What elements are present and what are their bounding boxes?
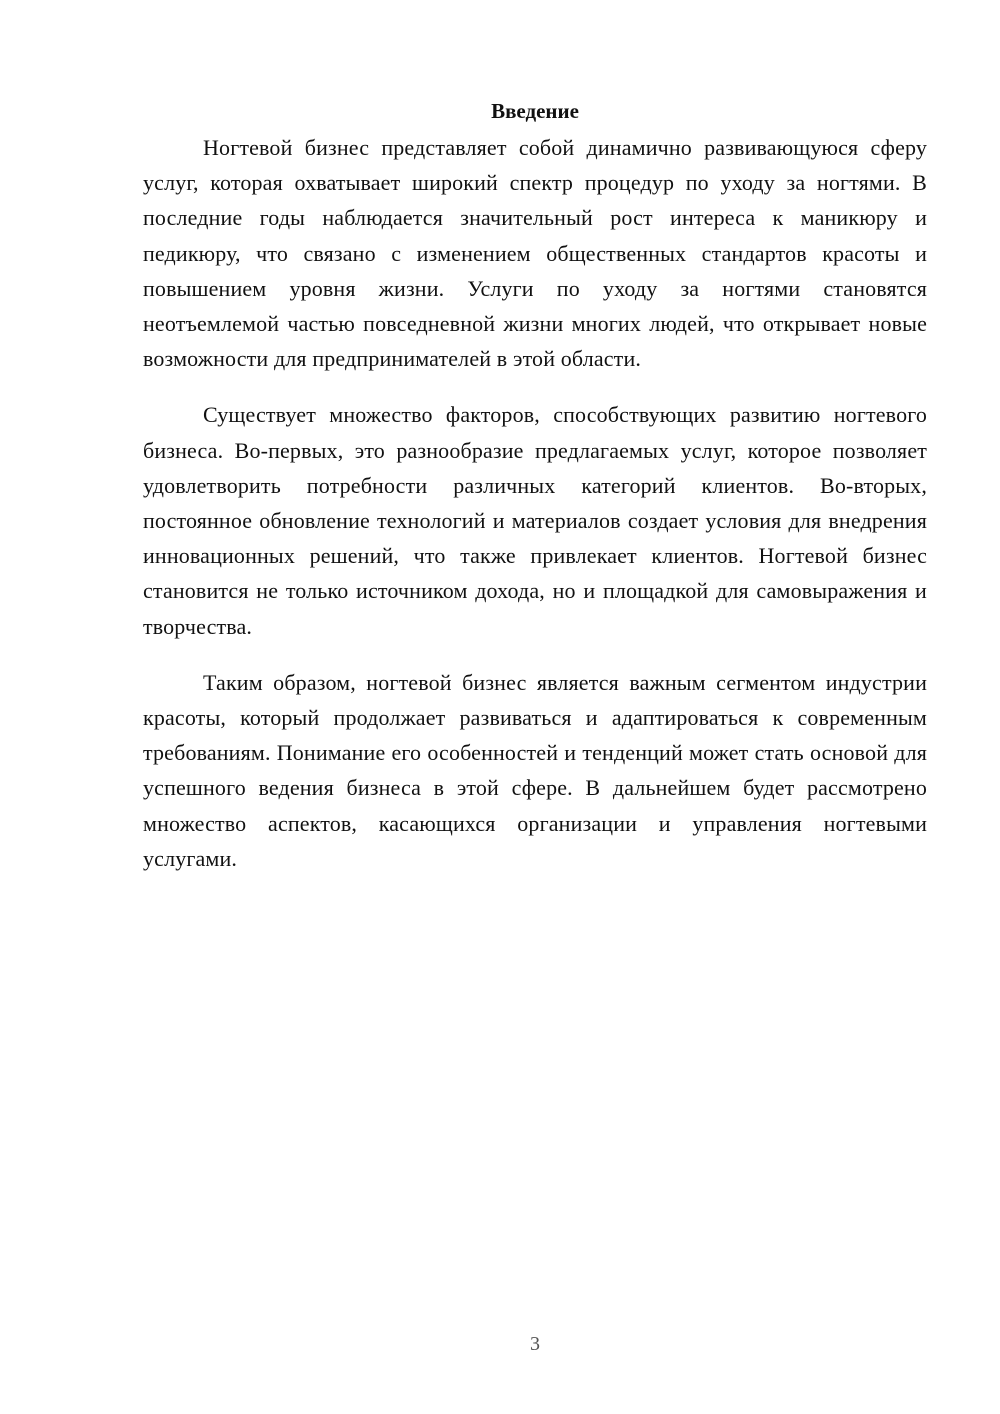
page-content (143, 96, 927, 897)
section-title: Введение (491, 99, 579, 123)
page-number: 3 (530, 1333, 540, 1355)
paragraph-1: Ногтевой бизнес представляет собой динамично развивающуюся сферу услуг, которая охватывает широкий спектр процедур по уходу за ногтями. В последние годы наблюдается значительный рост интереса к маникюру и педикюру, что связано с изменением общественных стандартов красоты и повышением уровня жизни. Услуги по уходу за ногтями становятся неотъемлемой частью повседневной жизни многих людей, что открывает новые возможности для предпринимателей в этой области. (143, 135, 927, 372)
paragraph-3: Таким образом, ногтевой бизнес является важным сегментом индустрии красоты, который продолжает развиваться и адаптироваться к современным требованиям. Понимание его особенностей и тенденций может стать основой для успешного ведения бизнеса в этой сфере. В дальнейшем будет рассмотрено множество аспектов, касающихся организации и управления ногтевыми услугами. (143, 669, 927, 871)
paragraph-2: Существует множество факторов, способствующих развитию ногтевого бизнеса. Во-первых, это разнообразие предлагаемых услуг, которое позволяет удовлетворить потребности различных категорий клиентов. Во-вторых, постоянное обновление технологий и материалов создает условия для внедрения инновационных решений, что также привлекает клиентов. Ногтевой бизнес становится не только источником дохода, но и площадкой для самовыражения и творчества. (143, 402, 927, 639)
